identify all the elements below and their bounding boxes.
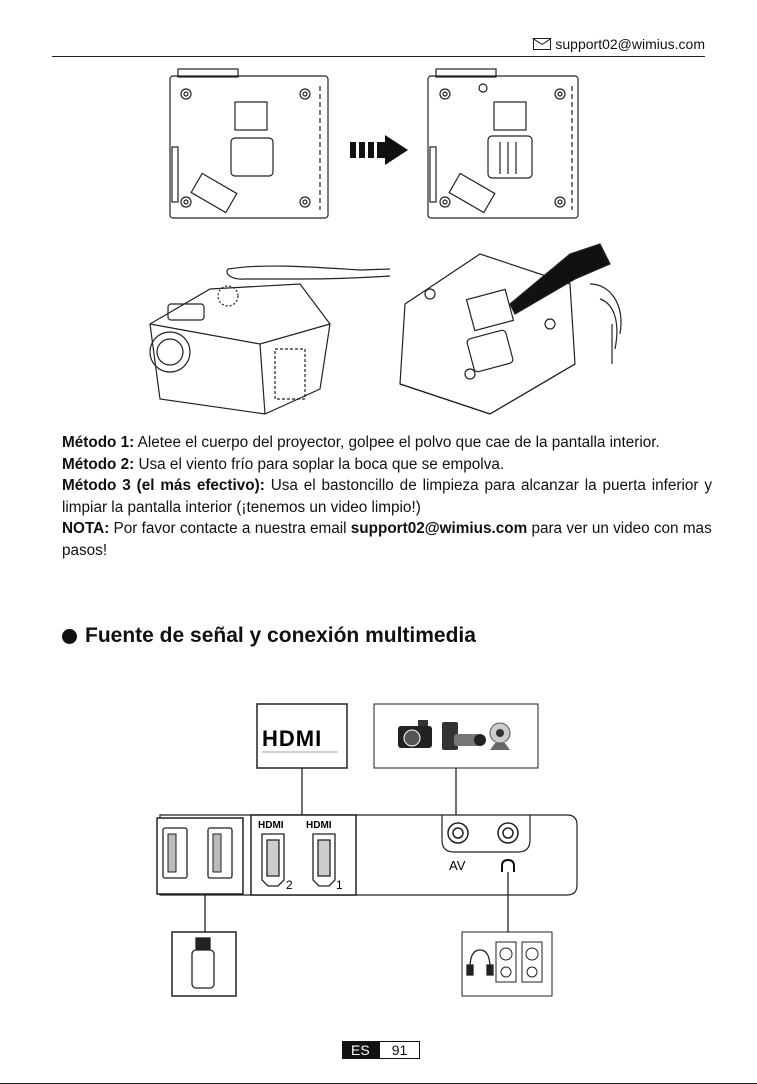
section-title: Fuente de señal y conexión multimedia [85,624,476,647]
note-text-2: para ver un video con mas pasos! [62,520,712,559]
hdmi-logo-text: HDMI [262,726,323,751]
header-email-text: support02@wimius.com [555,36,705,52]
av-label: AV [449,858,466,873]
note-label: NOTA: [62,520,110,537]
method-2-text: Usa el viento frío para soplar la boca que se empolva. [134,455,505,473]
method-2-label: Método 2: [62,455,135,473]
hdmi-port-label-b: HDMI [306,820,332,831]
projector-tap-illustration [150,266,390,414]
method-1 [62,432,712,454]
method-1-label: Método 1: [62,434,135,451]
bullet-icon [62,629,77,644]
av-jack [448,823,468,843]
header-email [533,36,705,52]
connection-diagram [0,700,757,1005]
projector-swab-illustration [400,244,621,414]
projector-bottom-before [170,69,328,218]
method-3-label: Método 3 (el más efectivo): [62,477,265,494]
note-email: support02@wimius.com [350,520,528,537]
method-2 [62,454,712,476]
method-3 [62,475,712,518]
hdmi-source-box [257,704,347,768]
headphones-box [462,932,552,996]
webcam-icon [490,723,510,750]
projector-bottom-illustration [0,62,757,222]
arrow-right-icon [350,135,408,165]
page-number [342,1041,420,1059]
method-1-text: Aletee el cuerpo del proyector, golpee el polvo que cae de la pantalla interior. [134,434,660,451]
headphone-jack [498,823,518,843]
cleaning-methods [62,432,712,561]
projector-bottom-after [428,69,578,218]
page-header [52,34,705,57]
page-language: ES [342,1041,379,1059]
envelope-icon [533,38,551,50]
hdmi-port-2-number: 2 [286,878,293,892]
av-devices-box [374,704,538,768]
note [62,518,712,561]
page-number-value: 91 [379,1041,421,1059]
note-text-1: Por favor contacte a nuestra email [109,520,351,537]
cleaning-illustration [0,224,757,420]
usb-drive-box [172,932,236,996]
hdmi-port-1-number: 1 [336,878,343,892]
hdmi-port-label-a: HDMI [258,820,284,831]
method-3-text: Usa el bastoncillo de limpieza para alcanzar la puerta inferior y limpiar la pantalla interior (¡tenemos un video limpio!) [62,477,712,516]
section-heading [62,624,476,648]
